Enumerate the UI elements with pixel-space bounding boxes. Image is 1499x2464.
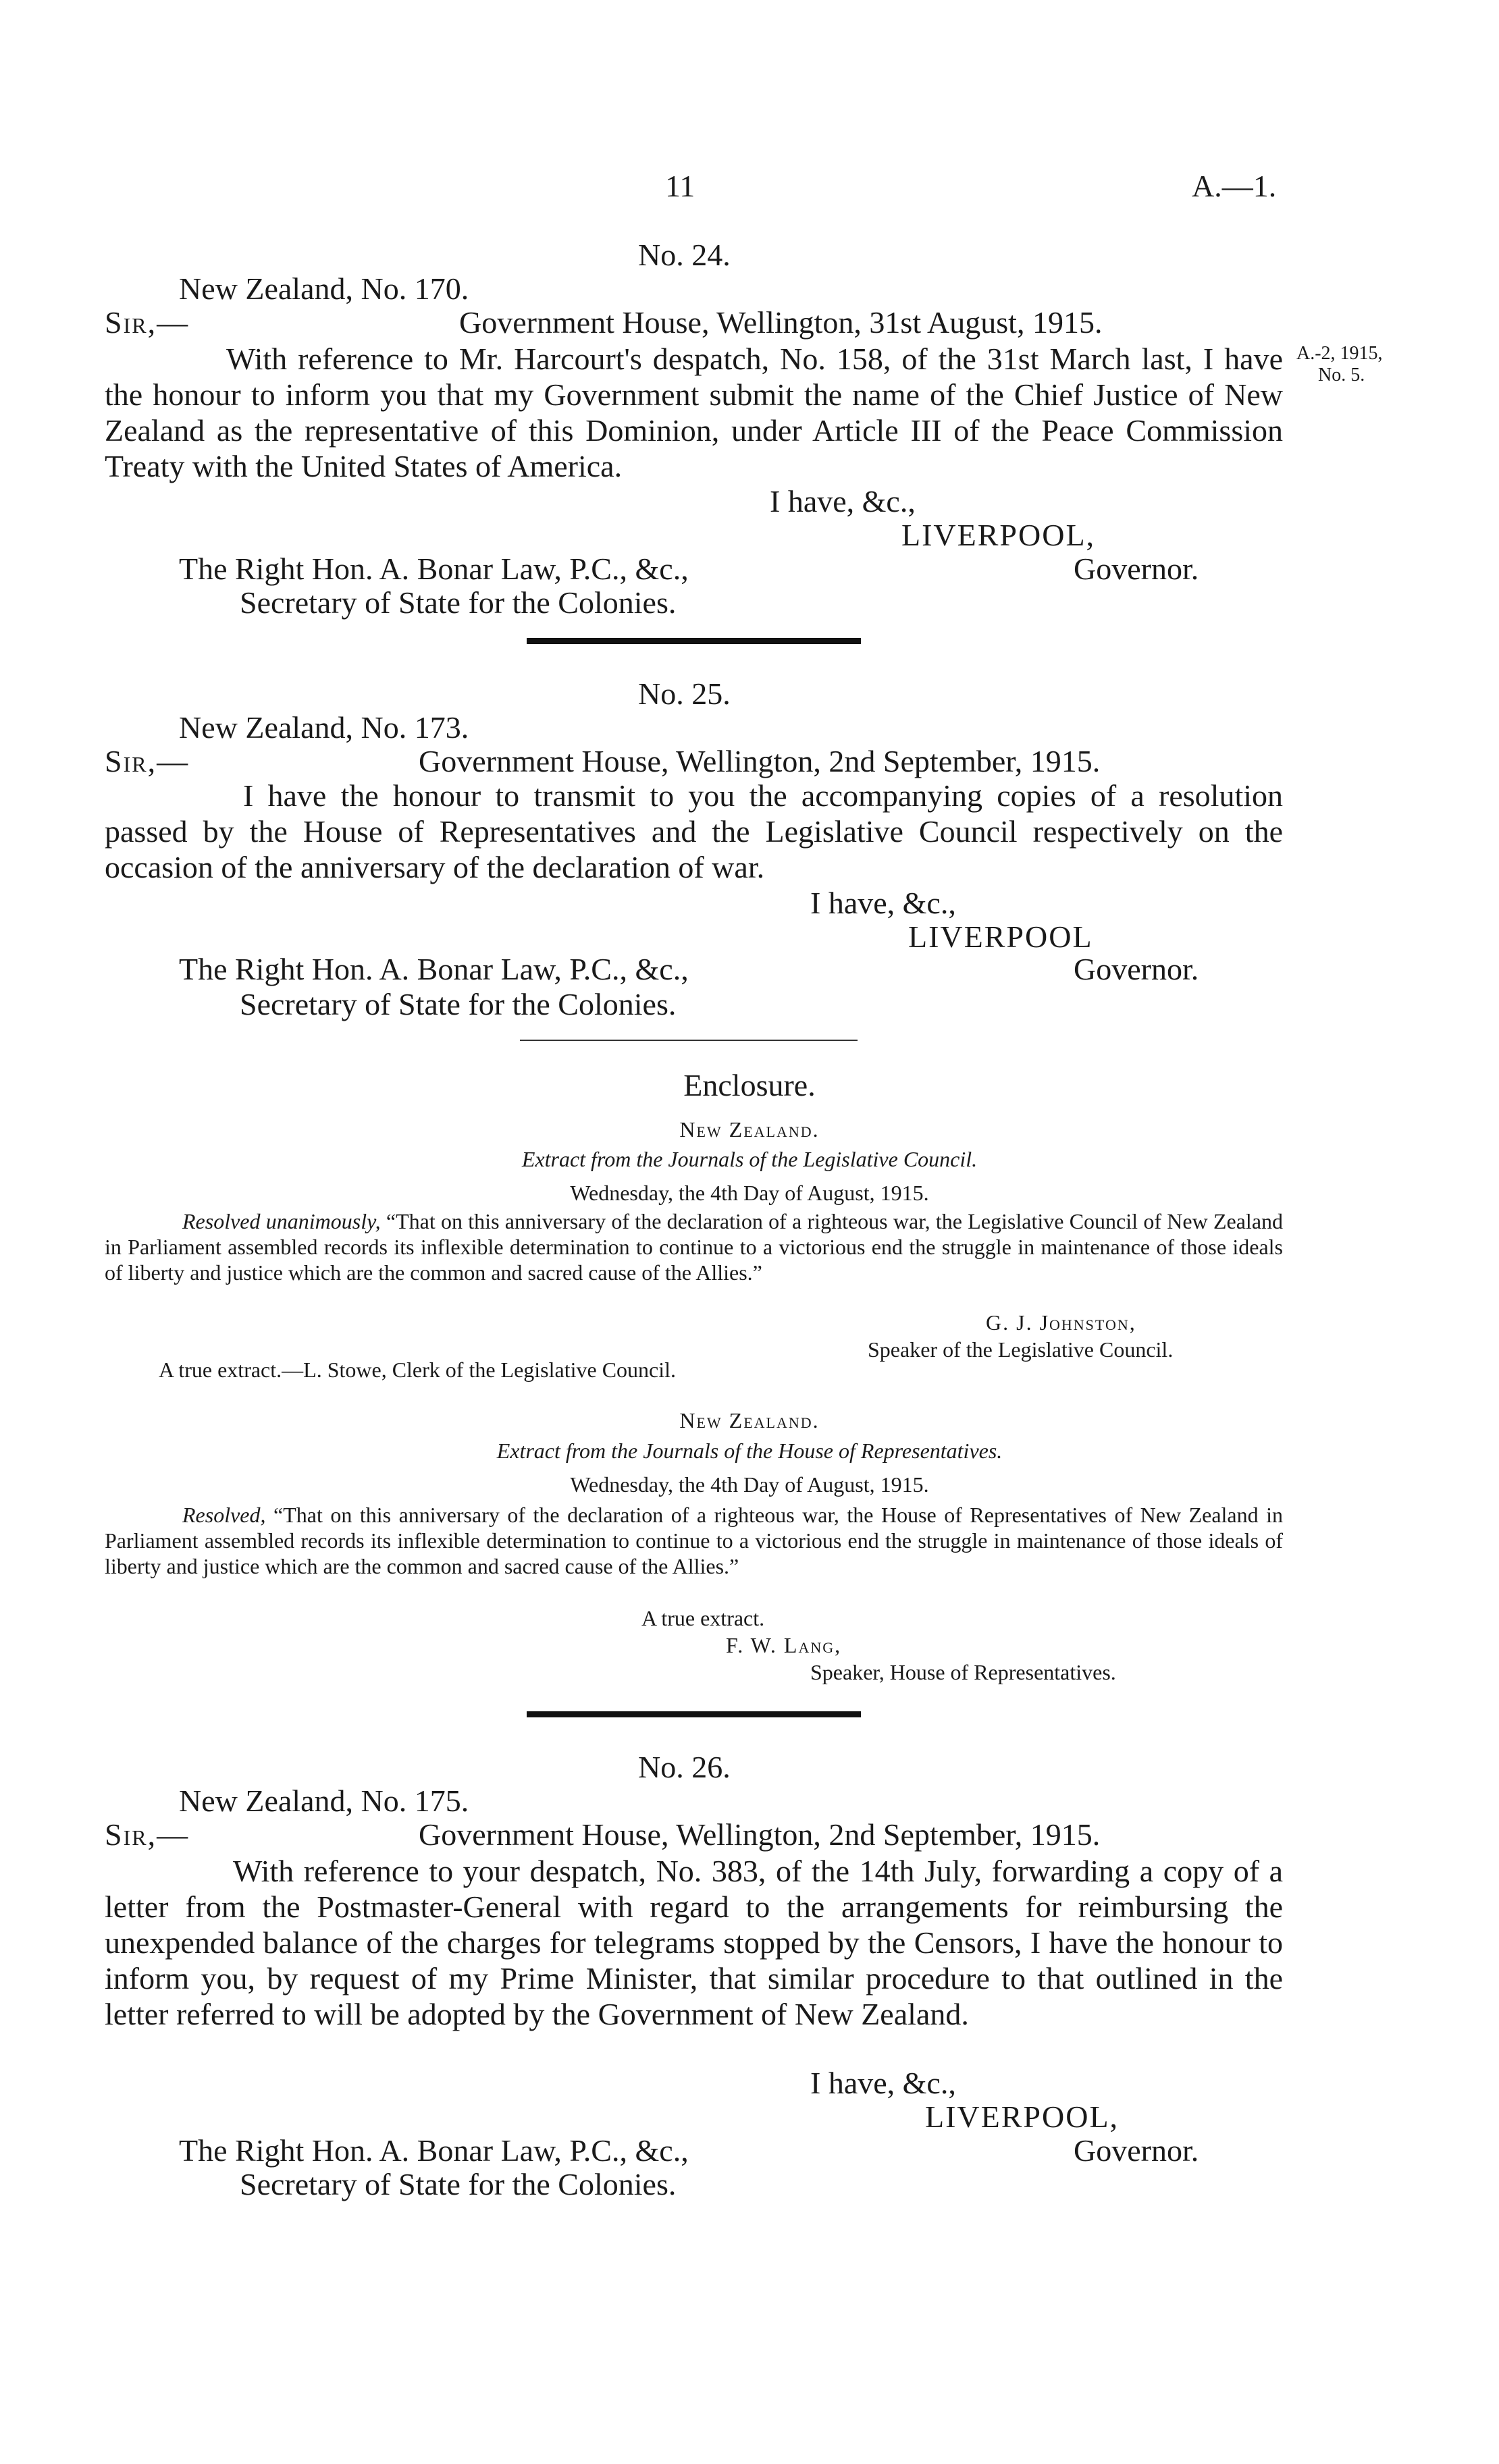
signature-title: Governor. xyxy=(1074,552,1199,586)
section-divider xyxy=(520,1040,858,1041)
closing: I have, &c., xyxy=(770,484,916,518)
dispatch-series: New Zealand, No. 170. xyxy=(179,271,469,306)
addressee-office: Secretary of State for the Colonies. xyxy=(240,2167,677,2201)
council-date: Wednesday, the 4th Day of August, 1915. xyxy=(570,1181,929,1205)
salutation: Sir,— xyxy=(105,1817,190,1852)
addressee-office: Secretary of State for the Colonies. xyxy=(240,585,677,620)
house-attestation: A true extract. xyxy=(641,1606,765,1630)
council-resolution-lead: Resolved unanimously, xyxy=(182,1209,381,1233)
signature-title: Governor. xyxy=(1074,2133,1199,2168)
addressee: The Right Hon. A. Bonar Law, P.C., &c., xyxy=(179,552,689,586)
addressee: The Right Hon. A. Bonar Law, P.C., &c., xyxy=(179,2133,689,2168)
signature: LIVERPOOL, xyxy=(901,518,1096,552)
house-resolution xyxy=(105,1502,1283,1579)
section-divider xyxy=(527,1711,861,1717)
council-resolution-text: “That on this anniversary of the declaration of a righteous war, the Legislative Council of New Zealand in Parliament assembled records its inflexible determination to continue to a victorious end the struggle in maintenance of those ideals of liberty and justice which are the common and sacred cause of the Allies.” xyxy=(105,1209,1284,1285)
place-date: Government House, Wellington, 2nd September, 1915. xyxy=(419,1817,1101,1852)
house-country: New Zealand. xyxy=(679,1408,820,1432)
house-signatory: F. W. Lang, xyxy=(726,1633,842,1657)
dispatch-number: No. 24. xyxy=(638,238,731,272)
dispatch-body: I have the honour to transmit to you the accompanying copies of a resolution passed by the House of Representatives and the Legislative Council respectively on the occasion of the anniversary of the declaration of war. xyxy=(105,778,1283,884)
enclosure-heading: Enclosure. xyxy=(683,1068,816,1102)
house-source: Extract from the Journals of the House of Representatives. xyxy=(496,1439,1003,1463)
signature: LIVERPOOL, xyxy=(925,2099,1120,2134)
margin-note: A.-2, 1915, xyxy=(1296,343,1383,364)
council-country: New Zealand. xyxy=(679,1117,820,1142)
council-resolution xyxy=(105,1208,1283,1285)
council-signatory-title: Speaker of the Legislative Council. xyxy=(868,1337,1174,1362)
signature-title: Governor. xyxy=(1074,952,1199,986)
house-signatory-title: Speaker, House of Representatives. xyxy=(810,1660,1116,1684)
margin-note-number: No. 5. xyxy=(1318,365,1365,385)
house-resolution-lead: Resolved, xyxy=(182,1503,266,1527)
section-divider xyxy=(527,638,861,644)
closing: I have, &c., xyxy=(810,886,956,920)
dispatch-body: With reference to your despatch, No. 383, of the 14th July, forwarding a copy of a letter from the Postmaster-General with regard to the arrangements for reimbursing the unexpended balance of the charges for telegrams stopped by the Censors, I have the honour to inform you, by request of my Prime Minister, that similar procedure to that outlined in the letter referred to will be adopted by the Government of New Zealand. xyxy=(105,1854,1283,2031)
dispatch-number: No. 26. xyxy=(638,1750,731,1784)
council-attestation: A true extract.—L. Stowe, Clerk of the Legislative Council. xyxy=(159,1358,677,1382)
salutation: Sir,— xyxy=(105,744,190,778)
council-source: Extract from the Journals of the Legislative Council. xyxy=(521,1147,978,1171)
dispatch-body: With reference to Mr. Harcourt's despatch, No. 158, of the 31st March last, I have the honour to inform you that my Government submit the name of the Chief Justice of New Zealand as the representative of this Dominion, under Article III of the Peace Commission Treaty with the United States of America. xyxy=(105,342,1283,483)
dispatch-series: New Zealand, No. 175. xyxy=(179,1784,469,1818)
salutation: Sir,— xyxy=(105,305,190,340)
house-date: Wednesday, the 4th Day of August, 1915. xyxy=(570,1472,929,1497)
council-signatory: G. J. Johnston, xyxy=(986,1310,1136,1335)
house-resolution-text: “That on this anniversary of the declaration of a righteous war, the House of Representatives of New Zealand in Parliament assembled records its inflexible determination to continue to a victorious end the struggle in maintenance of those ideals of liberty and justice which are the common and sacred cause of the Allies.” xyxy=(105,1503,1283,1578)
signature: LIVERPOOL xyxy=(908,919,1093,954)
dispatch-number: No. 25. xyxy=(638,676,731,711)
dispatch-series: New Zealand, No. 173. xyxy=(179,710,469,745)
place-date: Government House, Wellington, 2nd September, 1915. xyxy=(419,744,1101,778)
closing: I have, &c., xyxy=(810,2066,956,2100)
addressee-office: Secretary of State for the Colonies. xyxy=(240,987,677,1021)
page-number: 11 xyxy=(665,169,695,203)
addressee: The Right Hon. A. Bonar Law, P.C., &c., xyxy=(179,952,689,986)
place-date: Government House, Wellington, 31st August, 1915. xyxy=(459,305,1103,340)
document-reference: A.—1. xyxy=(1192,169,1277,203)
